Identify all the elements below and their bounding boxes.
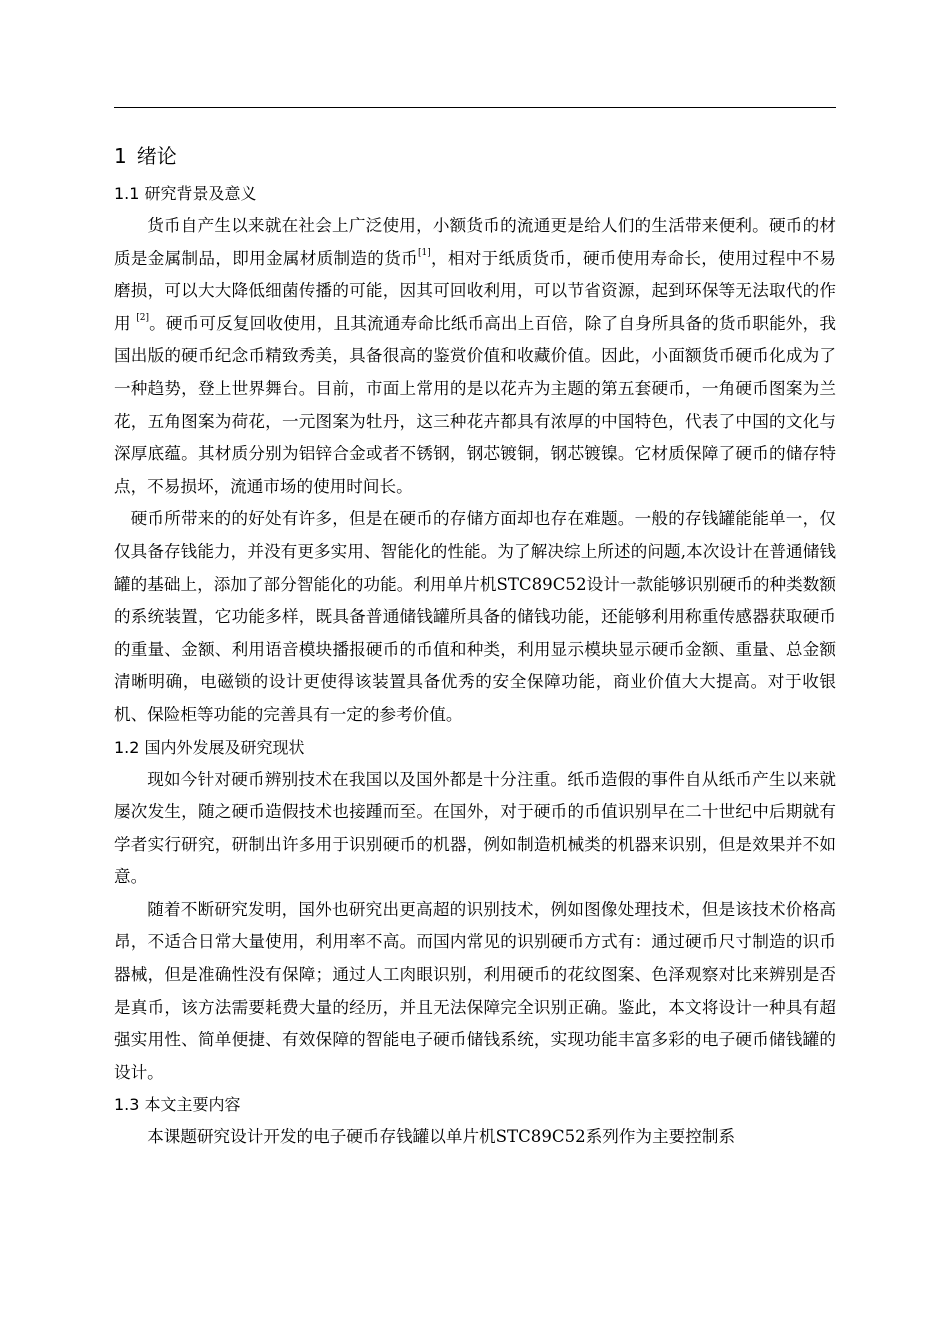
chapter-number: 1 xyxy=(114,144,127,168)
citation-ref: [2] xyxy=(136,313,149,324)
citation-ref: [1] xyxy=(417,248,431,259)
paragraph-text: ，相对于纸质货币，硬币使用寿命长，使用过程中不易磨损，可以大大降低细菌传播的可能，因其可回收利用，可以节省资源，起到环保等无法取代的作用 xyxy=(114,248,837,333)
paragraph-status-2: 随着不断研究发明，国外也研究出更高超的识别技术，例如图像处理技术，但是该技术价格高昂，不适合日常大量使用，利用率不高。而国内常见的识别硬币方式有：通过硬币尺寸制造的识币器械，但是准确性没有保障；通过人工肉眼识别，利用硬币的花纹图案、色泽观察对比来辨别是否是真币，该方法需要耗费大量的经历，并且无法保障完全识别正确。鉴此，本文将设计一种具有超强实用性、简单便捷、有效保障的智能电子硬币储钱系统，实现功能丰富多彩的电子硬币储钱罐的设计。 xyxy=(114,899,836,1082)
chapter-heading xyxy=(114,142,836,170)
paragraph-text: 货币自产生以来就在社会上广泛使用，小额货币的流通更是给人们的生活带来便利。硬币的材质是金属制品，即用金属材质制造的货币 xyxy=(114,216,836,268)
paragraph-main-content: 本课题研究设计开发的电子硬币存钱罐以单片机STC89C52系列作为主要控制系 xyxy=(147,1127,736,1147)
section-heading-1-3: 1.3 本文主要内容 xyxy=(114,1095,241,1115)
section-heading-1-2: 1.2 国内外发展及研究现状 xyxy=(114,737,305,757)
paragraph-significance: 硬币所带来的的好处有许多，但是在硬币的存储方面却也存在难题。一般的存钱罐能能单一，仅仅具备存钱能力，并没有更多实用、智能化的性能。为了解决综上所述的问题,本次设计在普通储钱罐的基础上，添加了部分智能化的功能。利用单片机STC89C52设计一款能够识别硬币的种类数额的系统装置，它功能多样，既具备普通储钱罐所具备的储钱功能，还能够利用称重传感器获取硬币的重量、金额、利用语音模块播报硬币的币值和种类，利用显示模块显示硬币金额、重量、总金额清晰明确，电磁锁的设计更使得该装置具备优秀的安全保障功能，商业价值大大提高。对于收银机、保险柜等功能的完善具有一定的参考价值。 xyxy=(114,509,836,724)
paragraph-text: 。硬币可反复回收使用，且其流通寿命比纸币高出上百倍，除了自身所具备的货币职能外，我国出版的硬币纪念币精致秀美，具备很高的鉴赏价值和收藏价值。因此，小面额货币硬币化成为了一种趋势，登上世界舞台。目前，市面上常用的是以花卉为主题的第五套硬币，一角硬币图案为兰花，五角图案为荷花，一元图案为牡丹，这三种花卉都具有浓厚的中国特色，代表了中国的文化与深厚底蕴。其材质分别为铝锌合金或者不锈钢，钢芯镀铜，钢芯镀镍。它材质保障了硬币的储存特点，不易损坏，流通市场的使用时间长。 xyxy=(114,313,836,496)
paragraph-background xyxy=(114,210,836,503)
paragraph-status-1: 现如今针对硬币辨别技术在我国以及国外都是十分注重。纸币造假的事件自从纸币产生以来就屡次发生，随之硬币造假技术也接踵而至。在国外，对于硬币的币值识别早在二十世纪中后期就有学者实行研究，研制出许多用于识别硬币的机器，例如制造机械类的机器来识别，但是效果并不如意。 xyxy=(114,769,836,887)
document-body xyxy=(114,142,836,1154)
header-rule xyxy=(114,107,836,108)
section-heading-1-1: 1.1 研究背景及意义 xyxy=(114,184,257,203)
chapter-title: 绪论 xyxy=(136,144,177,168)
